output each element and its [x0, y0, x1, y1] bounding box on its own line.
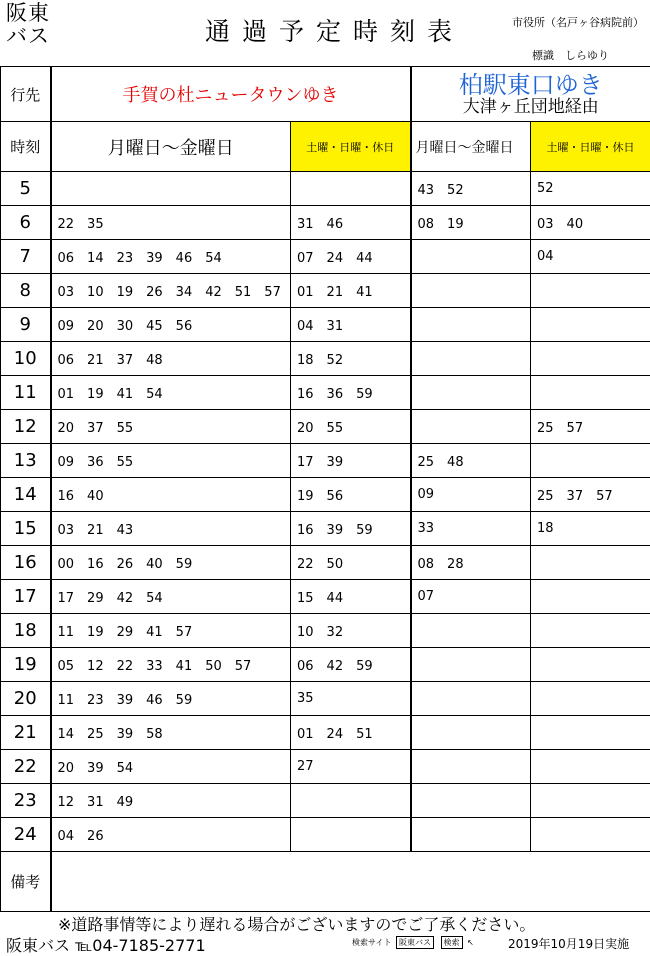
- route1-holiday-minutes: 06 42 59: [291, 648, 411, 682]
- hour-cell: 12: [1, 410, 51, 444]
- route2-holiday-minutes: [531, 716, 650, 750]
- route2-holiday-minutes: [531, 750, 650, 784]
- route2-weekday-minutes: [411, 682, 531, 716]
- route2-holiday-minutes: 25 57: [531, 410, 650, 444]
- hour-cell: 11: [1, 376, 51, 410]
- route2-weekday-minutes: [411, 750, 531, 784]
- hour-cell: 22: [1, 750, 51, 784]
- company-line-1: 阪東: [6, 2, 50, 25]
- table-row: [1, 308, 650, 342]
- table-row: [1, 818, 650, 852]
- route2-weekday-minutes: [411, 308, 531, 342]
- route1-weekday-minutes: 09 36 55: [51, 444, 291, 478]
- route2-destination-cell: [411, 67, 650, 122]
- route1-weekday-minutes: 00 16 26 40 59: [51, 546, 291, 580]
- route1-weekday-minutes: 20 37 55: [51, 410, 291, 444]
- day-type-row: [1, 122, 650, 172]
- sign-label: 標識 しらゆり: [532, 47, 609, 63]
- table-row: [1, 614, 650, 648]
- route1-weekday-minutes: 03 10 19 26 34 42 51 57: [51, 274, 291, 308]
- route1-holiday-minutes: 01 24 51: [291, 716, 411, 750]
- table-row: [1, 206, 650, 240]
- hour-cell: 8: [1, 274, 51, 308]
- route2-weekday-minutes: 07: [411, 580, 531, 614]
- hour-cell: 23: [1, 784, 51, 818]
- search-term-box: 阪東バス: [396, 936, 434, 949]
- table-row: [1, 376, 650, 410]
- route2-holiday-minutes: 03 40: [531, 206, 650, 240]
- notes-label: 備考: [1, 852, 51, 912]
- effective-date: 2019年10月19日実施: [508, 935, 629, 952]
- route1-holiday-minutes: 20 55: [291, 410, 411, 444]
- route2-holiday-minutes: [531, 682, 650, 716]
- route1-holiday-minutes: 27: [291, 750, 411, 784]
- hour-cell: 13: [1, 444, 51, 478]
- route1-holiday-minutes: 35: [291, 682, 411, 716]
- route1-weekday-minutes: 06 14 23 39 46 54: [51, 240, 291, 274]
- table-row: [1, 784, 650, 818]
- table-row: [1, 240, 650, 274]
- route2-holiday-minutes: [531, 308, 650, 342]
- table-row: [1, 342, 650, 376]
- route2-weekday-minutes: [411, 614, 531, 648]
- route2-holiday-minutes: [531, 546, 650, 580]
- route2-holiday-minutes: [531, 274, 650, 308]
- hour-cell: 5: [1, 172, 51, 206]
- route2-weekday-minutes: [411, 784, 531, 818]
- company-phone: 阪東バス ℡04-7185-2771: [6, 933, 206, 956]
- route2-holiday-minutes: 04: [531, 240, 650, 274]
- hour-cell: 14: [1, 478, 51, 512]
- delay-notice: ※道路事情等により遅れる場合がございますのでご了承ください。: [58, 912, 535, 935]
- table-row: [1, 682, 650, 716]
- route2-weekday-minutes: 25 48: [411, 444, 531, 478]
- route2-holiday-minutes: [531, 818, 650, 852]
- route2-holiday-minutes: [531, 614, 650, 648]
- route2-weekday-minutes: 33: [411, 512, 531, 546]
- page-title: 通過予定時刻表: [205, 12, 464, 48]
- route1-weekday-minutes: 20 39 54: [51, 750, 291, 784]
- table-row: [1, 410, 650, 444]
- search-hint: [352, 936, 474, 949]
- hour-cell: 20: [1, 682, 51, 716]
- route2-holiday-header: 土曜・日曜・休日: [531, 122, 650, 172]
- route2-weekday-minutes: [411, 716, 531, 750]
- route2-holiday-minutes: [531, 444, 650, 478]
- table-row: [1, 274, 650, 308]
- timetable: [0, 66, 650, 912]
- table-row: [1, 512, 650, 546]
- route2-weekday-minutes: 43 52: [411, 172, 531, 206]
- hour-cell: 21: [1, 716, 51, 750]
- route1-holiday-minutes: 15 44: [291, 580, 411, 614]
- route1-holiday-minutes: 04 31: [291, 308, 411, 342]
- route1-holiday-minutes: 18 52: [291, 342, 411, 376]
- table-row: [1, 648, 650, 682]
- route2-holiday-minutes: 25 37 57: [531, 478, 650, 512]
- route1-weekday-minutes: 06 21 37 48: [51, 342, 291, 376]
- route2-holiday-minutes: [531, 580, 650, 614]
- route1-holiday-minutes: [291, 172, 411, 206]
- route1-holiday-minutes: 07 24 44: [291, 240, 411, 274]
- stop-name: 市役所（名戸ヶ谷病院前）: [512, 14, 644, 30]
- hour-cell: 10: [1, 342, 51, 376]
- route2-weekday-minutes: [411, 410, 531, 444]
- table-row: [1, 546, 650, 580]
- route2-weekday-minutes: [411, 240, 531, 274]
- route2-weekday-minutes: [411, 274, 531, 308]
- search-button: 検索: [441, 936, 463, 949]
- hour-cell: 6: [1, 206, 51, 240]
- route1-weekday-minutes: [51, 172, 291, 206]
- route2-weekday-minutes: 08 28: [411, 546, 531, 580]
- route1-weekday-header: 月曜日～金曜日: [51, 122, 291, 172]
- route1-holiday-minutes: 01 21 41: [291, 274, 411, 308]
- route1-weekday-minutes: 05 12 22 33 41 50 57: [51, 648, 291, 682]
- route1-holiday-minutes: 16 36 59: [291, 376, 411, 410]
- company-name: [6, 2, 50, 48]
- table-row: [1, 716, 650, 750]
- route1-weekday-minutes: 22 35: [51, 206, 291, 240]
- route2-holiday-minutes: [531, 784, 650, 818]
- route1-weekday-minutes: 03 21 43: [51, 512, 291, 546]
- route2-via: 大津ヶ丘団地経由: [412, 96, 650, 118]
- table-row: [1, 750, 650, 784]
- route1-holiday-minutes: 17 39: [291, 444, 411, 478]
- hour-cell: 9: [1, 308, 51, 342]
- cursor-icon: ↖: [467, 938, 474, 947]
- hour-cell: 19: [1, 648, 51, 682]
- route1-weekday-minutes: 09 20 30 45 56: [51, 308, 291, 342]
- route1-weekday-minutes: 04 26: [51, 818, 291, 852]
- route1-holiday-minutes: 22 50: [291, 546, 411, 580]
- hour-cell: 15: [1, 512, 51, 546]
- destination-label: 行先: [1, 67, 51, 122]
- hour-cell: 16: [1, 546, 51, 580]
- route2-weekday-minutes: [411, 376, 531, 410]
- route2-weekday-minutes: [411, 818, 531, 852]
- search-site-label: 検索サイト: [352, 938, 391, 947]
- route1-holiday-minutes: 19 56: [291, 478, 411, 512]
- route1-holiday-minutes: 10 32: [291, 614, 411, 648]
- route2-holiday-minutes: 18: [531, 512, 650, 546]
- route1-holiday-header: 土曜・日曜・休日: [291, 122, 411, 172]
- route2-holiday-minutes: [531, 342, 650, 376]
- route1-weekday-minutes: 16 40: [51, 478, 291, 512]
- route2-holiday-minutes: [531, 376, 650, 410]
- route2-weekday-minutes: [411, 648, 531, 682]
- hour-cell: 17: [1, 580, 51, 614]
- route1-holiday-minutes: [291, 784, 411, 818]
- route1-weekday-minutes: 01 19 41 54: [51, 376, 291, 410]
- destination-row: [1, 67, 650, 122]
- route2-weekday-minutes: 09: [411, 478, 531, 512]
- time-label: 時刻: [1, 122, 51, 172]
- route2-weekday-minutes: 08 19: [411, 206, 531, 240]
- hour-cell: 24: [1, 818, 51, 852]
- table-row: [1, 444, 650, 478]
- route2-destination: 柏駅東口ゆき: [412, 74, 650, 96]
- route1-weekday-minutes: 11 23 39 46 59: [51, 682, 291, 716]
- route1-weekday-minutes: 12 31 49: [51, 784, 291, 818]
- route1-holiday-minutes: [291, 818, 411, 852]
- route2-holiday-minutes: 52: [531, 172, 650, 206]
- notes-row: [1, 852, 650, 912]
- route2-weekday-minutes: [411, 342, 531, 376]
- company-line-2: バス: [6, 25, 50, 48]
- route2-weekday-header: 月曜日～金曜日: [411, 122, 531, 172]
- route1-weekday-minutes: 14 25 39 58: [51, 716, 291, 750]
- route2-holiday-minutes: [531, 648, 650, 682]
- route1-holiday-minutes: 16 39 59: [291, 512, 411, 546]
- route1-destination: 手賀の杜ニュータウンゆき: [51, 67, 411, 122]
- notes-content: [51, 852, 650, 912]
- table-row: [1, 478, 650, 512]
- route1-holiday-minutes: 31 46: [291, 206, 411, 240]
- route1-weekday-minutes: 17 29 42 54: [51, 580, 291, 614]
- table-row: [1, 580, 650, 614]
- route1-weekday-minutes: 11 19 29 41 57: [51, 614, 291, 648]
- hour-cell: 18: [1, 614, 51, 648]
- table-row: [1, 172, 650, 206]
- hour-cell: 7: [1, 240, 51, 274]
